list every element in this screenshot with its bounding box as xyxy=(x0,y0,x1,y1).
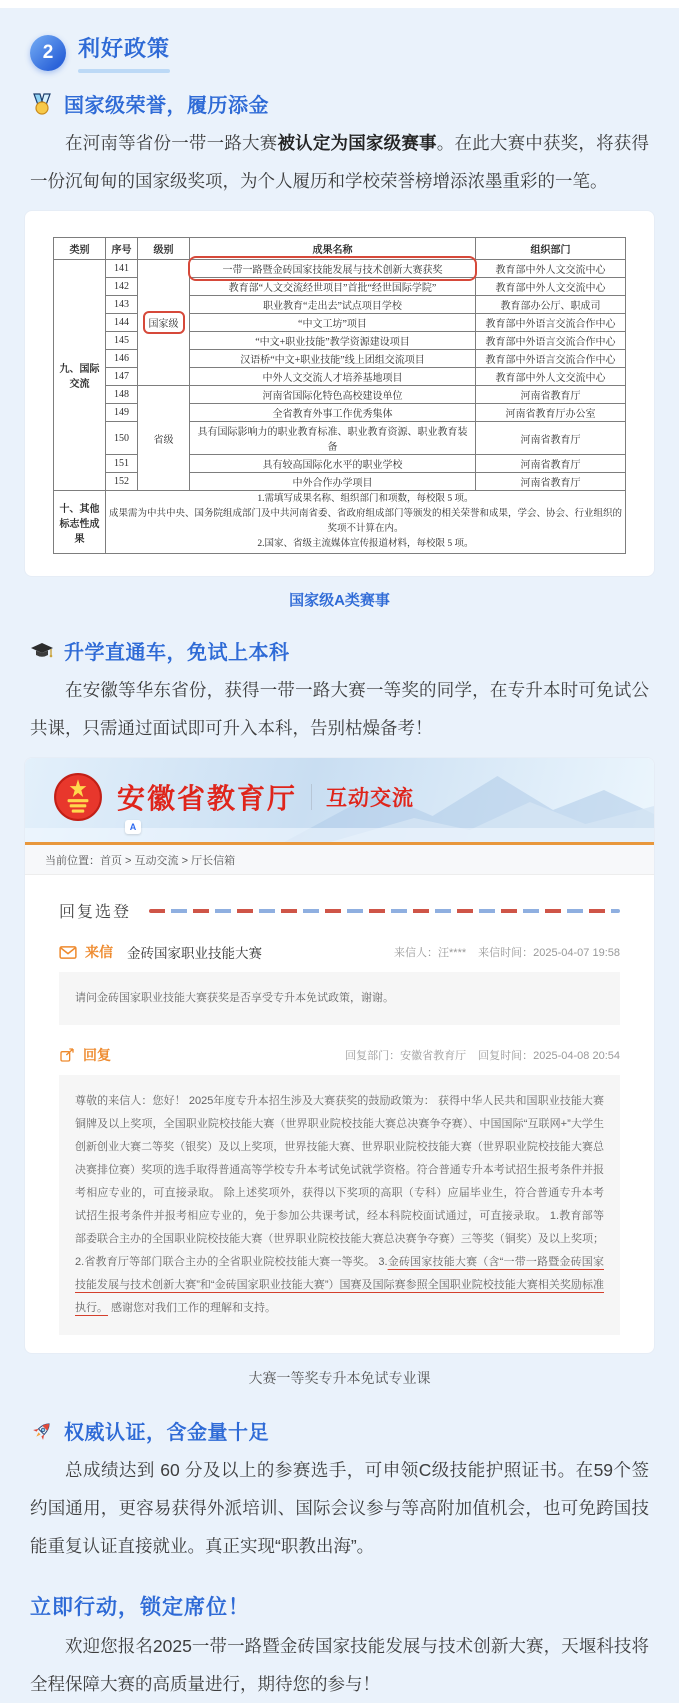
cell-number: 151 xyxy=(106,455,138,473)
section-number-badge: 2 xyxy=(30,35,66,71)
cell-number: 152 xyxy=(106,473,138,491)
mini-site-logo: A xyxy=(125,820,141,834)
gov-site-name: 安徽省教育厅 xyxy=(117,783,298,814)
decorative-dash-line xyxy=(149,909,620,913)
cell-achievement-name: 汉语桥“中文+职业技能”线上团组交流项目 xyxy=(190,350,476,368)
cell-organization: 教育部中外人文交流中心 xyxy=(476,368,626,386)
gov-screenshot-card xyxy=(24,757,655,1354)
breadcrumb: 当前位置：首页 > 互动交流 > 厅长信箱 xyxy=(25,845,654,875)
cta-paragraph: 欢迎您报名2025一带一路暨金砖国家技能发展与技术创新大赛，天堰科技将全程保障大赛的高质量进行，期待您的参与！ xyxy=(30,1636,649,1694)
benefit1-title: 国家级荣誉，履历添金 xyxy=(64,95,269,117)
note-line: 1.需填写成果名称、组织部门和项数，每校限 5 项。 xyxy=(257,494,474,504)
table-row xyxy=(54,386,626,404)
reply-text-underlined: 金砖国家技能大赛（含“一带一路暨金砖国家技能发展与技术创新大赛”和“金砖国家职业技能大赛”）国赛及国际赛参照全国职业院校技能大赛相关奖励标准执行。 xyxy=(75,1256,604,1314)
benefit3-header xyxy=(30,1416,679,1445)
benefit2-title: 升学直通车，免试上本科 xyxy=(64,642,290,664)
cell-achievement-name: 教育部“人文交流经世项目”首批“经世国际学院” xyxy=(190,278,476,296)
gov-banner xyxy=(25,758,654,842)
cell-achievement-name: 河南省国际化特色高校建设单位 xyxy=(190,386,476,404)
cell-organization: 河南省教育厅办公室 xyxy=(476,404,626,422)
section-title: 利好政策 xyxy=(78,36,171,61)
cell-organization: 教育部办公厅、职成司 xyxy=(476,296,626,314)
cell-other-category: 十、其他标志性成果 xyxy=(54,491,106,554)
cell-level-national xyxy=(138,260,190,386)
cell-number: 142 xyxy=(106,278,138,296)
reply-panel-title: 回复选登 xyxy=(59,904,132,921)
cell-number: 147 xyxy=(106,368,138,386)
cell-organization: 教育部中外语言交流合作中心 xyxy=(476,314,626,332)
table-note-row xyxy=(54,491,626,554)
cell-achievement-name: 职业教育“走出去”试点项目学校 xyxy=(190,296,476,314)
letter-row xyxy=(59,942,620,962)
gov-title-divider xyxy=(311,784,312,810)
reply-panel-header xyxy=(59,899,620,922)
level-national-highlight: 国家级 xyxy=(143,311,185,334)
cell-number: 141 xyxy=(106,260,138,278)
top-strip xyxy=(0,0,679,8)
th-category: 类别 xyxy=(54,238,106,260)
cell-note-text xyxy=(106,491,626,554)
cell-achievement-name: 中外人文交流人才培养基地项目 xyxy=(190,368,476,386)
th-number: 序号 xyxy=(106,238,138,260)
rocket-icon xyxy=(30,1419,54,1443)
cell-number: 145 xyxy=(106,332,138,350)
cell-organization: 教育部中外语言交流合作中心 xyxy=(476,350,626,368)
achievement-table-body xyxy=(54,260,626,554)
reply-text-post: 感谢您对我们工作的理解和支持。 xyxy=(108,1302,277,1314)
cell-organization: 教育部中外语言交流合作中心 xyxy=(476,332,626,350)
achievement-table xyxy=(53,237,626,554)
note-line: 2.国家、省级主流媒体宣传报道材料，每校限 5 项。 xyxy=(257,539,474,549)
cta-title: 立即行动，锁定席位！ xyxy=(30,1596,250,1619)
gov-section-label: 互动交流 xyxy=(326,787,415,810)
cell-organization: 教育部中外人文交流中心 xyxy=(476,278,626,296)
cell-number: 146 xyxy=(106,350,138,368)
note-line: 成果需为中共中央、国务院组成部门及中共河南省委、省政府组成部门等颁发的相关荣誉和成果，学会、协会、行业组织的奖项不计算在内。 xyxy=(109,509,623,534)
cell-organization: 河南省教育厅 xyxy=(476,386,626,404)
cell-achievement-name: 一带一路暨金砖国家技能发展与技术创新大赛获奖 xyxy=(190,260,476,278)
cell-achievement-name: 中外合作办学项目 xyxy=(190,473,476,491)
cell-level-provincial: 省级 xyxy=(138,386,190,491)
benefit1-text-bold: 被认定为国家级赛事 xyxy=(277,133,437,153)
letter-label: 来信 xyxy=(85,944,113,960)
cell-achievement-name: “中文工坊”项目 xyxy=(190,314,476,332)
table-caption: 国家级A类赛事 xyxy=(289,592,390,609)
cell-organization: 教育部中外人文交流中心 xyxy=(476,260,626,278)
reply-share-icon xyxy=(59,1047,75,1063)
benefit1-header xyxy=(30,89,679,118)
cell-achievement-name: 具有国际影响力的职业教育标准、职业教育资源、职业教育装备 xyxy=(190,422,476,455)
benefit3-paragraph: 总成绩达到 60 分及以上的参赛选手，可申领C级技能护照证书。在59个签约国通用，更容易获得外派培训、国际会议参与等高附加值机会，也可免跨国技能重复认证直接就业。真正实现“职教出海”。 xyxy=(30,1460,649,1556)
cell-number: 150 xyxy=(106,422,138,455)
national-emblem-icon xyxy=(53,772,103,822)
table-row xyxy=(54,260,626,278)
cell-category: 九、国际交流 xyxy=(54,260,106,491)
achievement-table-card xyxy=(24,210,655,577)
reply-time: 回复时间：2025-04-08 20:54 xyxy=(478,1050,620,1062)
letter-sender: 来信人：汪**** xyxy=(394,947,467,959)
benefit1-text-post: 。在此大赛中获奖，将获得一份沉甸甸的国家级奖项，为个人履历和学校荣誉榜增添浓墨重彩的一笔。 xyxy=(30,133,649,191)
graduation-cap-icon xyxy=(30,639,54,663)
reply-label: 回复 xyxy=(83,1047,111,1063)
cell-organization: 河南省教育厅 xyxy=(476,422,626,455)
benefit2-paragraph: 在安徽等华东省份，获得一带一路大赛一等奖的同学，在专升本时可免试公共课，只需通过面试即可升入本科，告别枯燥备考！ xyxy=(30,680,649,738)
table-header-row xyxy=(54,238,626,260)
reply-row xyxy=(59,1045,620,1065)
th-level: 级别 xyxy=(138,238,190,260)
th-org: 组织部门 xyxy=(476,238,626,260)
cell-achievement-name: 具有较高国际化水平的职业学校 xyxy=(190,455,476,473)
gov-caption: 大赛一等奖专升本免试专业课 xyxy=(248,1370,431,1386)
reply-text-pre: 尊敬的来信人：您好！ 2025年度专升本招生涉及大赛获奖的鼓励政策为： 获得中华人民共和国职业技能大赛铜牌及以上奖项，全国职业院校技能大赛（世界职业院校技能大赛总决赛争夺赛）、中国国际“互联网+”大学生创新创业大赛二等奖（银奖）及以上奖项，世界技能大赛、世界职业院校技能大赛（世界职业院校技能大赛总决赛排位赛）奖项的选手取得普通高等学校专升本考试免试就学资格。符合普通专升本考试招生报考条件并报考相应专业的，可直接录取。 除上述奖项外，获得以下奖项的高职（专科）应届毕业生，符合普通专升本考试招生报考条件并报考相应专业的，免于参加公共课考试，经本科院校面试通过，可直接录取。 1.教育部等部委联合主办的全国职业院校技能大赛（世界职业院校技能大赛总决赛争夺赛）三等奖（铜奖）及以上奖项； 2.省教育厅等部门联合主办的全省职业院校技能大赛一等奖。 3. xyxy=(75,1095,604,1268)
cell-number: 144 xyxy=(106,314,138,332)
reply-content xyxy=(59,1075,620,1335)
cell-number: 148 xyxy=(106,386,138,404)
cell-organization: 河南省教育厅 xyxy=(476,473,626,491)
cell-number: 149 xyxy=(106,404,138,422)
benefit1-paragraph xyxy=(30,124,649,200)
benefit1-text-pre: 在河南等省份一带一路大赛 xyxy=(65,133,278,153)
reply-dept: 回复部门：安徽省教育厅 xyxy=(345,1050,467,1062)
envelope-icon xyxy=(59,945,77,960)
th-name: 成果名称 xyxy=(190,238,476,260)
benefit3-title: 权威认证，含金量十足 xyxy=(64,1422,269,1444)
cell-organization: 河南省教育厅 xyxy=(476,455,626,473)
section-title-underline xyxy=(78,69,170,73)
medal-icon xyxy=(30,92,54,116)
cell-achievement-name: “中文+职业技能”教学资源建设项目 xyxy=(190,332,476,350)
benefit2-header xyxy=(30,636,679,665)
letter-time: 来信时间：2025-04-07 19:58 xyxy=(478,947,620,959)
letter-content: 请问金砖国家职业技能大赛获奖是否享受专升本免试政策，谢谢。 xyxy=(59,972,620,1025)
section-header xyxy=(30,32,679,73)
cell-achievement-name: 全省教育外事工作优秀集体 xyxy=(190,404,476,422)
cell-number: 143 xyxy=(106,296,138,314)
letter-title: 金砖国家职业技能大赛 xyxy=(127,946,262,961)
